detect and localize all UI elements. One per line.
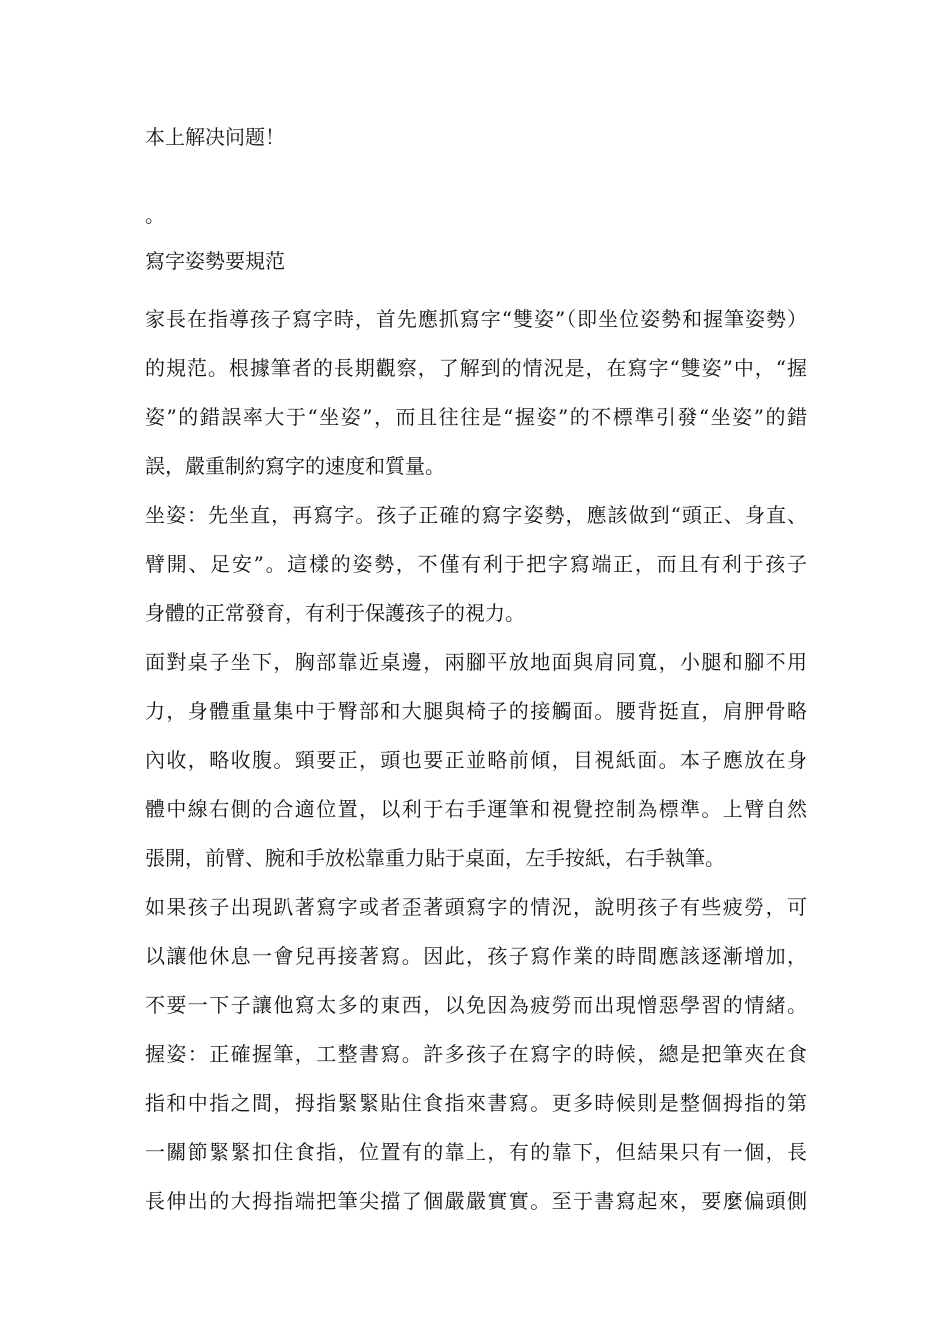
paragraph-line: 不要一下子讓他寫太多的東西，以免因為疲勞而出現憎惡學習的情緒。 bbox=[145, 993, 807, 1017]
document-body bbox=[145, 199, 807, 231]
paragraph-line: 姿”的錯誤率大于“坐姿”，而且往往是“握姿”的不標準引發“坐姿”的錯 bbox=[145, 405, 807, 429]
paragraph-line: 身體的正常發育，有利于保護孩子的視力。 bbox=[145, 601, 525, 625]
paragraph-line: 家長在指導孩子寫字時，首先應抓寫字“雙姿”（即坐位姿勢和握筆姿勢） bbox=[145, 307, 807, 331]
paragraph-line: 一關節緊緊扣住食指，位置有的靠上，有的靠下，但結果只有一個，長 bbox=[145, 1140, 807, 1164]
paragraph-line: 誤，嚴重制約寫字的速度和質量。 bbox=[145, 454, 445, 478]
paragraph-line: 內收，略收腹。頸要正，頭也要正並略前傾，目視紙面。本子應放在身 bbox=[145, 748, 807, 772]
section-heading: 寫字姿勢要規范 bbox=[145, 249, 285, 273]
paragraph-line: 如果孩子出現趴著寫字或者歪著頭寫字的情況，說明孩子有些疲勞，可 bbox=[145, 895, 807, 919]
paragraph-line: 力，身體重量集中于臀部和大腿與椅子的接觸面。腰背挺直，肩胛骨略 bbox=[145, 699, 807, 723]
paragraph-line: 以讓他休息一會兒再接著寫。因此，孩子寫作業的時間應該逐漸增加， bbox=[145, 944, 807, 968]
paragraph-line: 指和中指之間，拇指緊緊貼住食指來書寫。更多時候則是整個拇指的第 bbox=[145, 1091, 807, 1115]
document-body bbox=[145, 245, 807, 277]
paragraph-line: 坐姿：先坐直，再寫字。孩子正確的寫字姿勢，應該做到“頭正、身直、 bbox=[145, 503, 807, 527]
document-body bbox=[145, 295, 807, 1226]
paragraph-line: 體中線右側的合適位置，以利于右手運筆和視覺控制為標準。上臂自然 bbox=[145, 797, 807, 821]
paragraph-line: 面對桌子坐下，胸部靠近桌邊，兩腳平放地面與肩同寬，小腿和腳不用 bbox=[145, 650, 807, 674]
paragraph-line: 的規范。根據筆者的長期觀察，了解到的情況是，在寫字“雙姿”中，“握 bbox=[145, 356, 807, 380]
document-body bbox=[145, 121, 807, 153]
paragraph-line: 本上解决问题！ bbox=[145, 125, 285, 149]
paragraph-line: 。 bbox=[145, 203, 165, 227]
paragraph-line: 臂開、足安”。這樣的姿勢，不僅有利于把字寫端正，而且有利于孩子 bbox=[145, 552, 807, 576]
paragraph-line: 握姿：正確握筆，工整書寫。許多孩子在寫字的時候，總是把筆夾在食 bbox=[145, 1042, 807, 1066]
paragraph-line: 長伸出的大拇指端把筆尖擋了個嚴嚴實實。至于書寫起來，要麼偏頭側 bbox=[145, 1189, 807, 1213]
paragraph-line: 張開，前臂、腕和手放松靠重力貼于桌面，左手按紙，右手執筆。 bbox=[145, 846, 725, 870]
